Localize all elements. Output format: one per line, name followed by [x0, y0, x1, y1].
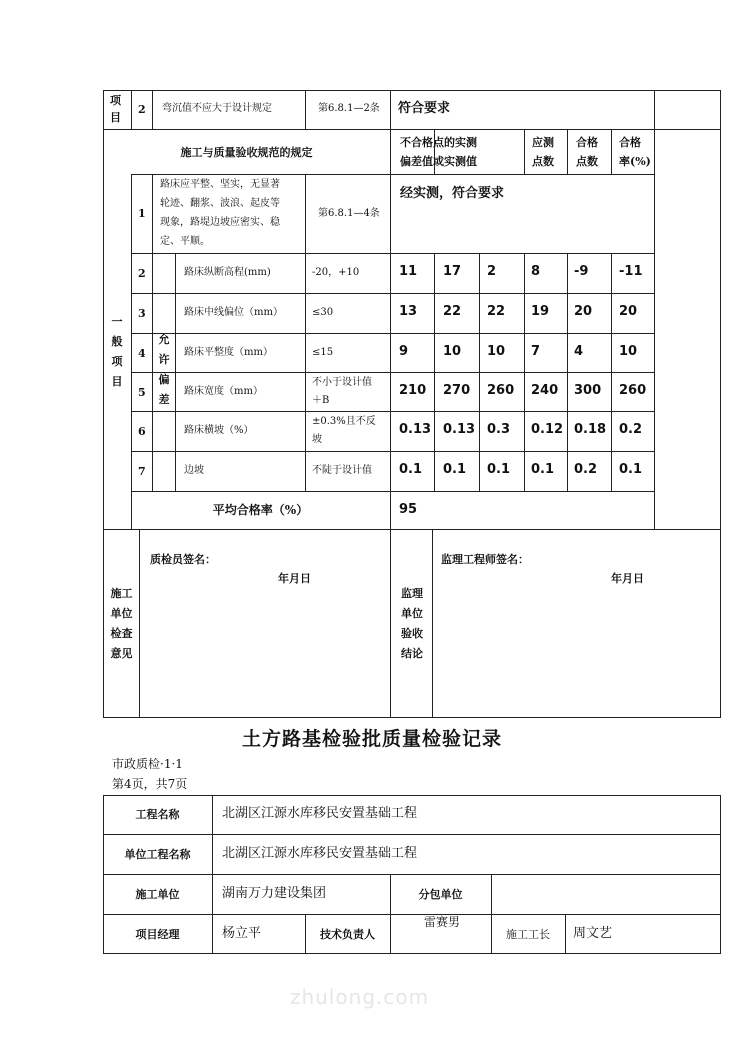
row1-no: 1	[138, 207, 146, 220]
row-no: 5	[138, 385, 146, 399]
row-value: 0.1	[619, 462, 643, 477]
row-spec: ≤30	[312, 307, 334, 318]
deviation-header: 不合格点的实测 偏差值或实测值	[400, 136, 477, 168]
main-row-name: 弯沉值不应大于设计规定	[162, 103, 272, 114]
main-row-clause: 第6.8.1—2条	[318, 103, 380, 114]
row-value: 0.13	[399, 422, 432, 437]
row-no: 3	[138, 307, 146, 320]
foreman-value: 周文艺	[573, 926, 613, 941]
passed-points-header: 合格 点数	[576, 136, 598, 168]
row-value: 0.13	[443, 422, 476, 437]
row-spec: 不小于设计值 ＋B	[312, 377, 372, 406]
watermark: zhulong.com	[290, 985, 430, 1009]
row-value: 10	[443, 343, 462, 359]
unit-project-value: 北湖区江源水库移民安置基础工程	[222, 846, 418, 861]
date-right: 年月日	[611, 572, 644, 585]
row-value: 240	[531, 382, 559, 398]
contractor-label: 施工单位	[135, 888, 180, 901]
row-value: 300	[574, 382, 602, 398]
row-value: 4	[574, 343, 584, 359]
spec-header: 施工与质量验收规范的规定	[180, 146, 313, 159]
row-value: 0.2	[619, 422, 643, 437]
row-value: -9	[574, 264, 589, 279]
row-no: 4	[138, 346, 146, 360]
row1-result: 经实测，符合要求	[400, 186, 505, 201]
row1-name: 路床应平整、坚实，无显著 轮迹、翻浆、波浪、起皮等 现象，路堤边坡应密实、稳 定、平顺。	[160, 179, 280, 247]
row-value: 8	[531, 264, 541, 279]
row-no: 2	[138, 267, 146, 280]
allowed-deviation-label: 允 许 偏 差	[158, 333, 170, 406]
contractor-value: 湖南万力建设集团	[222, 886, 327, 901]
avg-pass-rate-value: 95	[399, 502, 418, 517]
supervisor-signature-label: 监理工程师签名：	[441, 553, 529, 566]
row-spec: 不陡于设计值	[312, 465, 372, 476]
row-value: 0.2	[574, 462, 598, 477]
row-value: 270	[443, 382, 471, 398]
row-value: 19	[531, 304, 550, 319]
row-value: 0.3	[487, 422, 511, 437]
date-left: 年月日	[278, 572, 311, 585]
project-manager-value: 杨立平	[222, 926, 262, 941]
avg-pass-rate-label: 平均合格率（%）	[212, 503, 309, 517]
row-value: 260	[619, 382, 647, 398]
row-spec: ≤15	[312, 346, 334, 358]
row-name: 路床纵断高程(mm)	[184, 267, 271, 278]
project-name-label: 工程名称	[135, 808, 180, 821]
row-spec: -20，+10	[312, 267, 360, 278]
row-value: 10	[487, 343, 506, 359]
foreman-label: 施工工长	[506, 928, 550, 941]
row-value: 210	[399, 382, 427, 398]
general-items-label: 一 般 项 目	[111, 315, 123, 388]
row-no: 6	[138, 425, 146, 438]
row-name: 路床中线偏位（mm）	[184, 307, 283, 318]
row-value: 22	[487, 304, 506, 319]
row-value: 17	[443, 264, 462, 279]
row-value: 0.18	[574, 422, 607, 437]
row-value: 0.1	[531, 462, 555, 477]
row-value: 0.1	[443, 462, 467, 477]
unit-project-label: 单位工程名称	[124, 848, 191, 861]
row-value: -11	[619, 264, 643, 279]
item-label: 项 目	[110, 94, 121, 124]
page-info: 第4页，共7页	[112, 777, 188, 791]
row-name: 边坡	[184, 465, 204, 476]
measured-points-header: 应测 点数	[532, 136, 554, 168]
row-value: 0.1	[487, 462, 511, 477]
construction-opinion-label: 施工 单位 检查 意见	[110, 587, 133, 660]
supervision-conclusion-label: 监理 单位 验收 结论	[401, 587, 423, 660]
row-value: 20	[619, 304, 638, 319]
main-row-no: 2	[138, 103, 146, 116]
row-value: 20	[574, 304, 593, 319]
row1-clause: 第6.8.1—4条	[318, 208, 380, 219]
project-name-value: 北湖区江源水库移民安置基础工程	[222, 806, 418, 821]
tech-lead-value: 雷赛男	[424, 915, 461, 929]
form-code: 市政质检·1·1	[112, 757, 183, 771]
row-value: 11	[399, 264, 418, 279]
subcontractor-label: 分包单位	[418, 888, 463, 901]
pass-rate-header: 合格 率(%)	[619, 136, 651, 168]
row-value: 7	[531, 343, 541, 359]
row-value: 9	[399, 343, 409, 359]
row-no: 7	[138, 465, 146, 478]
qc-signature-label: 质检员签名：	[150, 553, 216, 566]
row-name: 路床平整度（mm）	[184, 346, 273, 358]
row-name: 路床宽度（mm）	[184, 385, 263, 397]
row-value: 0.1	[399, 462, 423, 477]
tech-lead-label: 技术负责人	[320, 928, 375, 941]
row-value: 260	[487, 382, 515, 398]
row-name: 路床横坡（%）	[184, 425, 254, 436]
main-row-result: 符合要求	[398, 101, 451, 116]
page-title: 土方路基检验批质量检验记录	[241, 728, 502, 750]
row-value: 13	[399, 304, 418, 319]
row-value: 10	[619, 343, 638, 359]
row-value: 0.12	[531, 422, 564, 437]
row-value: 22	[443, 304, 462, 319]
row-spec: ±0.3%且不反 坡	[312, 416, 376, 445]
row-value: 2	[487, 264, 497, 279]
project-manager-label: 项目经理	[135, 928, 180, 941]
